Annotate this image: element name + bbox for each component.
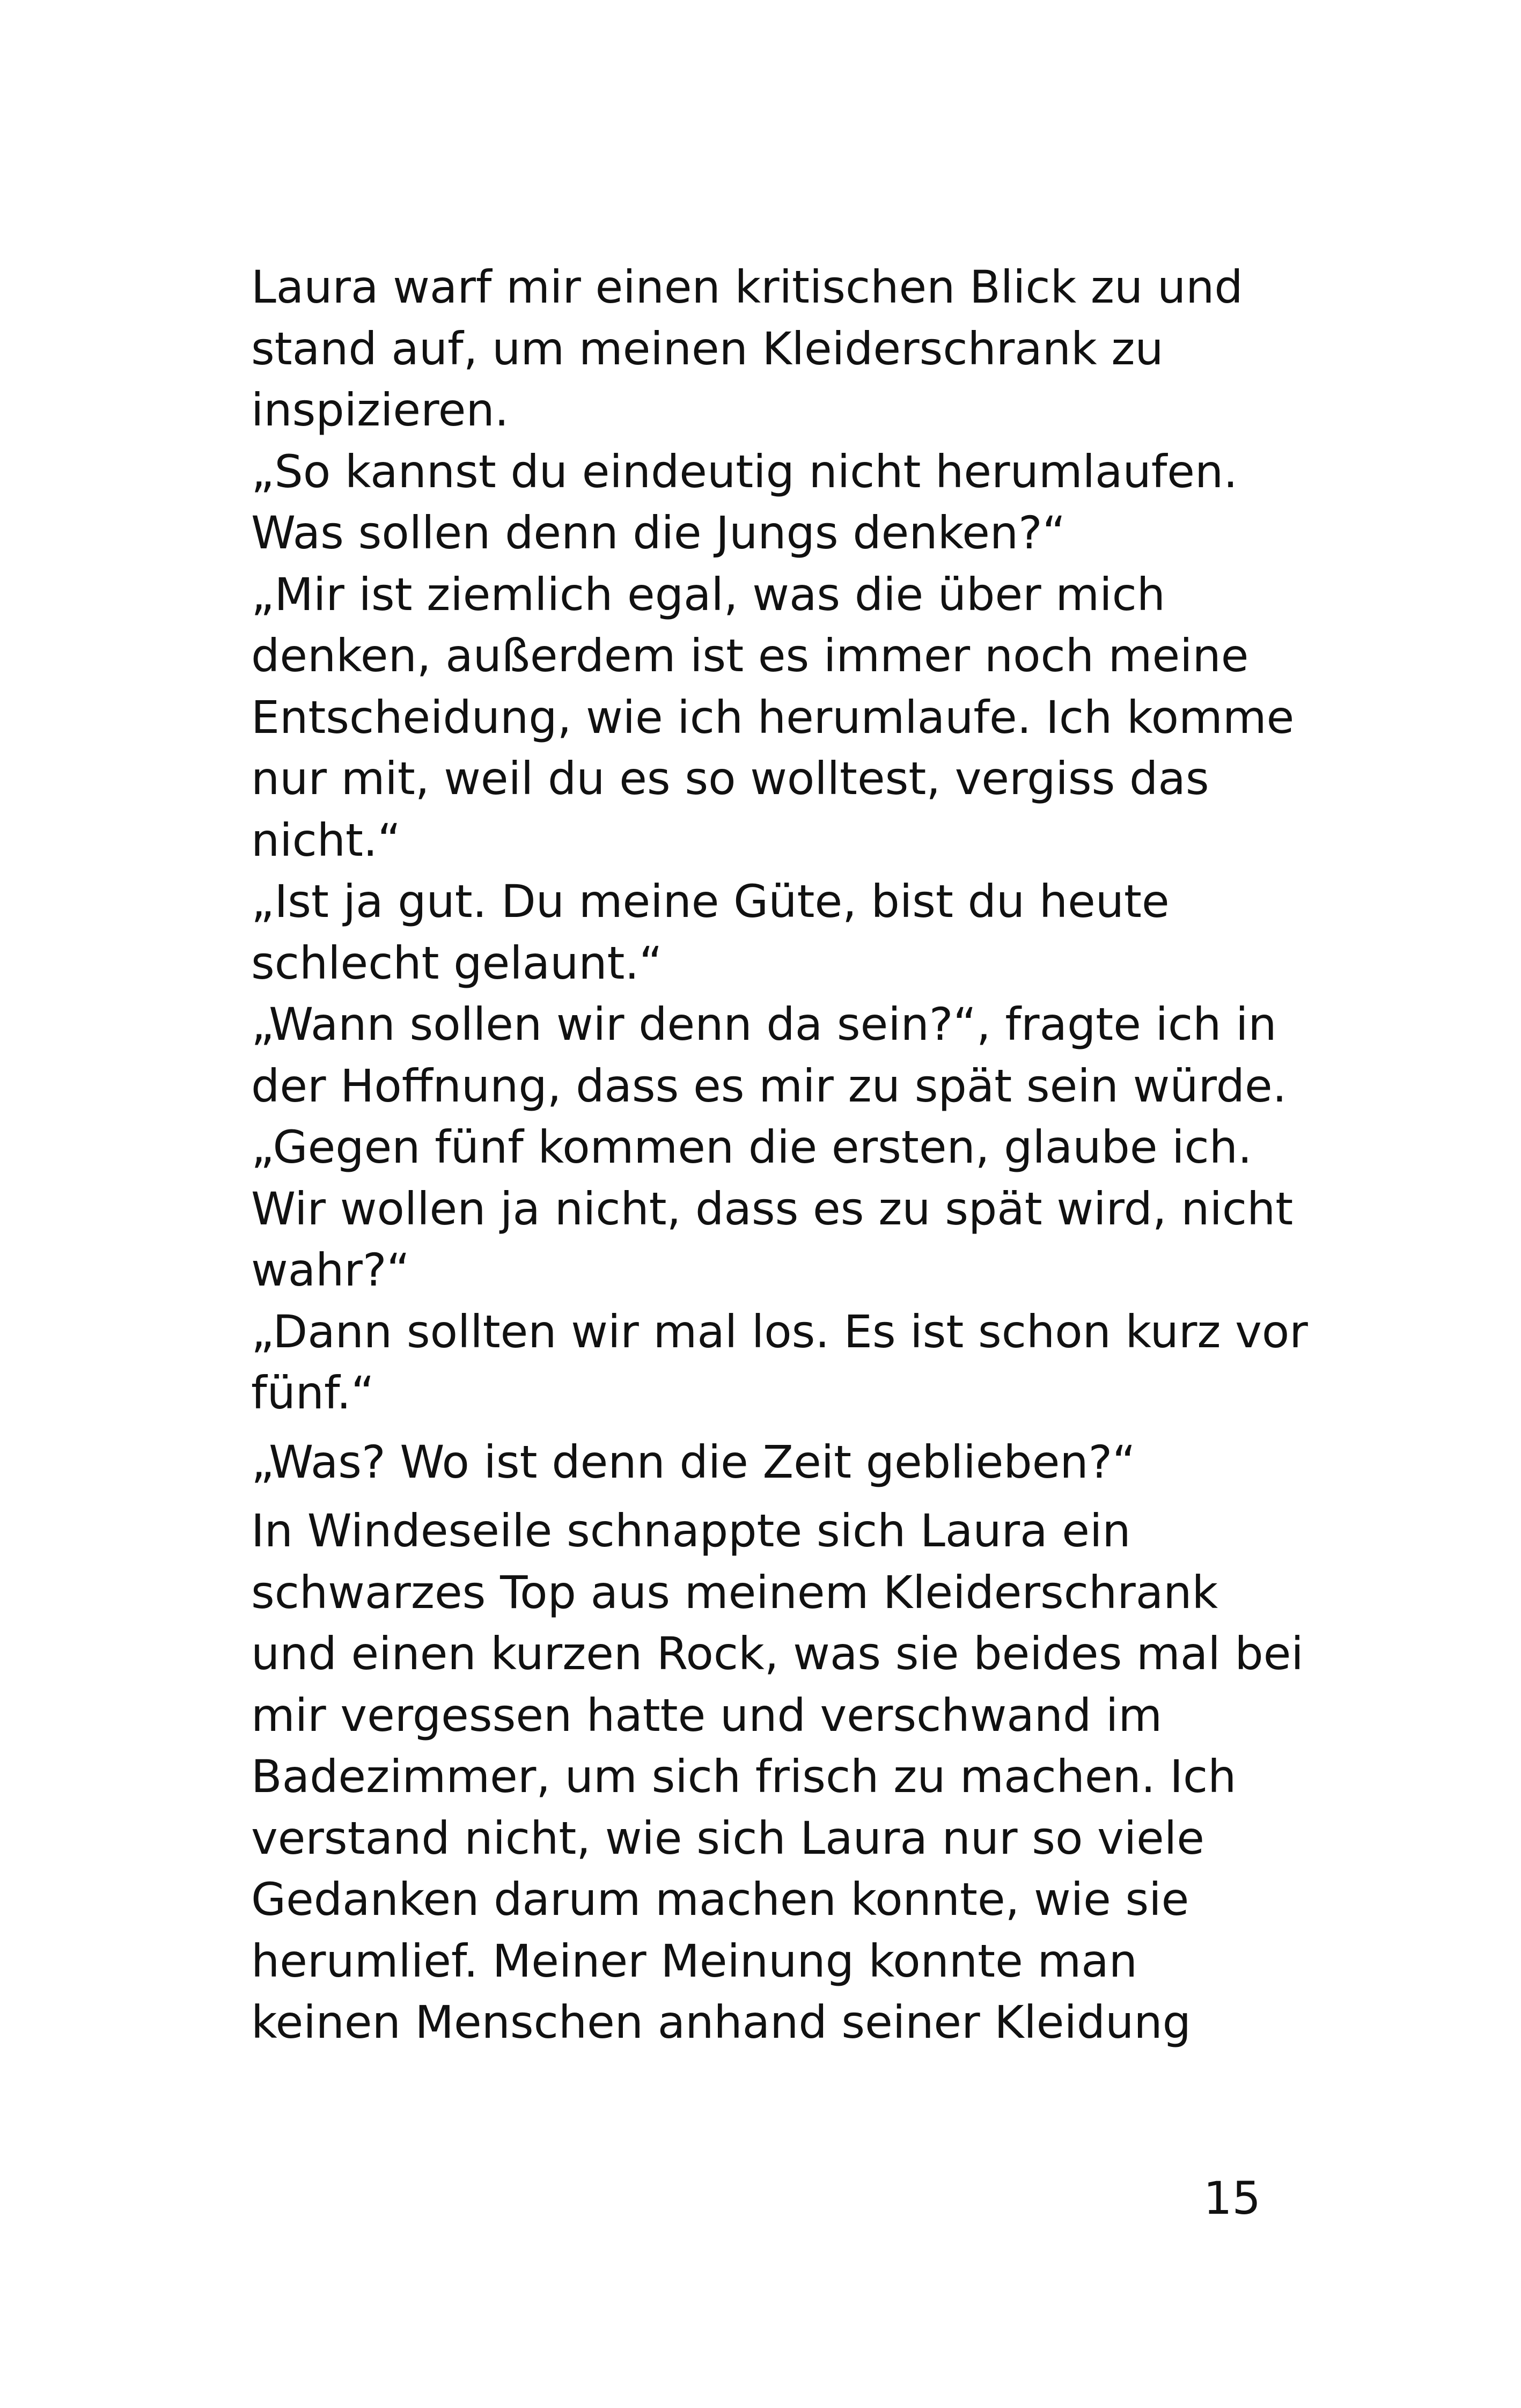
text-line: denken, außerdem ist es immer noch meine bbox=[251, 629, 1249, 682]
text-line: keinen Menschen anhand seiner Kleidung bbox=[251, 1996, 1191, 2049]
text-line: „Ist ja gut. Du meine Güte, bist du heute bbox=[251, 875, 1170, 928]
text-line: Was sollen denn die Jungs denken?“ bbox=[251, 506, 1066, 559]
text-line: In Windeseile schnappte sich Laura ein bbox=[251, 1504, 1131, 1557]
text-line: inspizieren. bbox=[251, 384, 509, 436]
text-line: und einen kurzen Rock, was sie beides mal bei bbox=[251, 1627, 1304, 1680]
text-line: „Wann sollen wir denn da sein?“, fragte ich in bbox=[251, 998, 1277, 1051]
text-line: nicht.“ bbox=[251, 813, 401, 867]
text-line: Laura warf mir einen kritischen Blick zu und bbox=[251, 261, 1243, 313]
text-line: schwarzes Top aus meinem Kleiderschrank bbox=[251, 1566, 1218, 1619]
text-line: wahr?“ bbox=[251, 1244, 410, 1296]
text-line: „Was? Wo ist denn die Zeit geblieben?“ bbox=[251, 1435, 1136, 1488]
text-line: stand auf, um meinen Kleiderschrank zu bbox=[251, 322, 1164, 375]
text-line: Badezimmer, um sich frisch zu machen. Ich bbox=[251, 1750, 1237, 1803]
text-line: der Hoffnung, dass es mir zu spät sein würde. bbox=[251, 1059, 1287, 1112]
text-line: „Gegen fünf kommen die ersten, glaube ich. bbox=[251, 1121, 1252, 1173]
text-line: herumlief. Meiner Meinung konnte man bbox=[251, 1934, 1137, 1987]
text-line: mir vergessen hatte und verschwand im bbox=[251, 1688, 1163, 1742]
text-line: schlecht gelaunt.“ bbox=[251, 936, 663, 989]
text-line: nur mit, weil du es so wolltest, vergiss das bbox=[251, 752, 1209, 805]
text-line: Gedanken darum machen konnte, wie sie bbox=[251, 1873, 1189, 1926]
text-line: „So kannst du eindeutig nicht herumlaufen. bbox=[251, 445, 1238, 498]
text-line: fünf.“ bbox=[251, 1367, 374, 1419]
text-line: Wir wollen ja nicht, dass es zu spät wird, nicht bbox=[251, 1182, 1294, 1235]
body-text bbox=[251, 256, 1308, 2053]
text-line: „Mir ist ziemlich egal, was die über mich bbox=[251, 568, 1165, 621]
text-line: verstand nicht, wie sich Laura nur so viele bbox=[251, 1811, 1204, 1864]
page-number: 15 bbox=[1203, 2172, 1261, 2225]
text-line: „Dann sollten wir mal los. Es ist schon kurz vor bbox=[251, 1305, 1308, 1358]
text-line: Entscheidung, wie ich herumlaufe. Ich komme bbox=[251, 691, 1295, 744]
